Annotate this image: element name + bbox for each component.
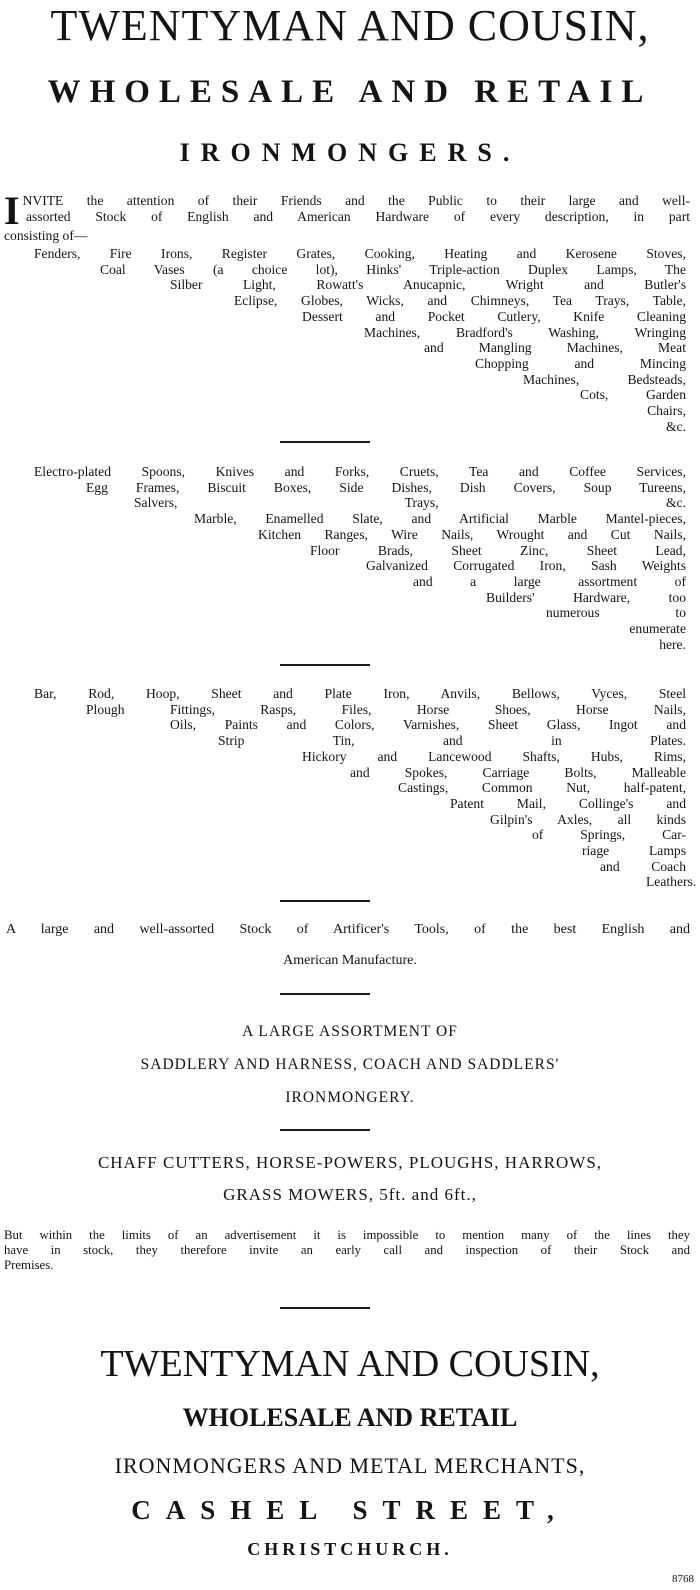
list-line: Chopping and Mincing — [475, 355, 686, 371]
list-line: Castings, Common Nut, half-patent, — [398, 780, 686, 796]
separator-rule — [280, 1129, 370, 1131]
header-trade: IRONMONGERS. — [179, 138, 521, 167]
footer-trade: IRONMONGERS AND METAL MERCHANTS, — [114, 1453, 586, 1478]
list-line: Plough Fittings, Rasps, Files, Horse Shoes, Horse Nails, — [86, 701, 686, 717]
list-line: Silber Light, Rowatt's Anucapnic, Wright and Butler's — [170, 277, 686, 293]
list-line: Hickory and Lancewood Shafts, Hubs, Rims, — [302, 748, 686, 764]
list-line: Egg Frames, Biscuit Boxes, Side Dishes, Dish Covers, Soup Tureens, — [86, 479, 686, 495]
list-line: enumerate — [629, 621, 686, 636]
list-line: Coal Vases (a choice lot), Hinks' Triple-action Duplex Lamps, The — [100, 261, 686, 277]
intro-line: NVITE the attention of their Friends and the Public to their large and well- — [22, 193, 690, 208]
list-line: Cots, Garden — [580, 387, 686, 403]
list-line: Gilpin's Axles, all kinds — [490, 811, 686, 827]
saddlery-heading: A LARGE ASSORTMENT OF — [242, 1023, 458, 1040]
footer-trade-line: WHOLESALE AND RETAIL — [182, 1403, 518, 1432]
list-line: Fenders, Fire Irons, Register Grates, Cooking, Heating and Kerosene Stoves, — [34, 246, 686, 261]
footer-city: CHRISTCHURCH. — [247, 1539, 453, 1559]
saddlery-line: SADDLERY AND HARNESS, COACH AND SADDLERS' — [140, 1056, 560, 1073]
saddlery-line: IRONMONGERY. — [285, 1089, 415, 1106]
machinery-line: CHAFF CUTTERS, HORSE-POWERS, PLOUGHS, HARROWS, — [97, 1153, 603, 1172]
list-line: Machines, Bedsteads, — [523, 371, 686, 387]
tools-line: A large and well-assorted Stock of Artificer's Tools, of the best English and — [6, 922, 690, 937]
machinery-line: GRASS MOWERS, 5ft. and 6ft., — [223, 1185, 477, 1204]
footer-firm-name: TWENTYMAN AND COUSIN, — [100, 1343, 600, 1385]
drop-cap: I — [4, 188, 20, 233]
intro-paragraph — [4, 188, 690, 244]
closing-line: But within the limits of an advertisement it is impossible to mention many of the lines they — [4, 1228, 690, 1242]
closing-line: have in stock, they therefore invite an early call and inspection of their Stock and — [4, 1243, 690, 1257]
separator-rule — [280, 900, 370, 902]
separator-rule — [280, 441, 370, 443]
list-line: and Coach — [600, 858, 686, 874]
list-line: numerous to — [546, 605, 686, 621]
list-line: Galvanized Corrugated Iron, Sash Weights — [366, 558, 686, 574]
list-line: Chairs, — [647, 403, 686, 418]
footer-street: CASHEL STREET, — [131, 1495, 569, 1525]
list-line: and a large assortment of — [413, 573, 686, 589]
list-line: Patent Mail, Collinge's and — [450, 795, 686, 811]
list-line: Oils, Paints and Colors, Varnishes, Sheet Glass, Ingot and — [170, 717, 686, 733]
list-line: and Mangling Machines, Meat — [424, 340, 686, 356]
tools-line: American Manufacture. — [283, 953, 417, 968]
closing-line: Premises. — [4, 1258, 54, 1272]
list-line: of Springs, Car- — [532, 827, 686, 843]
list-line: Dessert and Pocket Cutlery, Knife Cleaning — [302, 308, 686, 324]
list-line: &c. — [665, 418, 686, 434]
list-line: Eclipse, Globes, Wicks, and Chimneys, Tea Trays, Table, — [234, 293, 686, 309]
list-line: Kitchen Ranges, Wire Nails, Wrought and Cut Nails, — [258, 526, 686, 542]
list-line: Builders' Hardware, too — [486, 589, 686, 605]
intro-line: consisting of— — [4, 228, 88, 243]
list-line: and Spokes, Carriage Bolts, Malleable — [350, 764, 686, 780]
list-line: Machines, Bradford's Washing, Wringing — [364, 324, 686, 340]
separator-rule — [280, 1307, 370, 1309]
list-line: Salvers, Trays, &c. — [134, 495, 686, 511]
separator-rule — [280, 664, 370, 666]
list-line: riage Lamps — [582, 843, 686, 858]
list-line: Marble, Enamelled Slate, and Artificial Marble Mantel-pieces, — [194, 511, 686, 527]
separator-rule — [280, 993, 370, 995]
header-firm-name: TWENTYMAN AND COUSIN, — [50, 1, 650, 50]
list-line: Electro-plated Spoons, Knives and Forks, Cruets, Tea and Coffee Services, — [34, 464, 686, 479]
intro-line: assorted Stock of English and American Hardware of every description, in part — [26, 208, 690, 224]
header-trade-line: WHOLESALE AND RETAIL — [47, 74, 653, 110]
list-line: here. — [659, 636, 686, 652]
closing-paragraph — [4, 1228, 690, 1273]
list-line: Floor Brads, Sheet Zinc, Sheet Lead, — [310, 542, 686, 558]
list-line: Leathers. — [646, 874, 697, 890]
list-line: Bar, Rod, Hoop, Sheet and Plate Iron, Anvils, Bellows, Vyces, Steel — [34, 686, 686, 701]
ad-reference-number: 8768 — [672, 1573, 694, 1585]
list-line: Strip Tin, and in Plates. — [218, 733, 686, 749]
